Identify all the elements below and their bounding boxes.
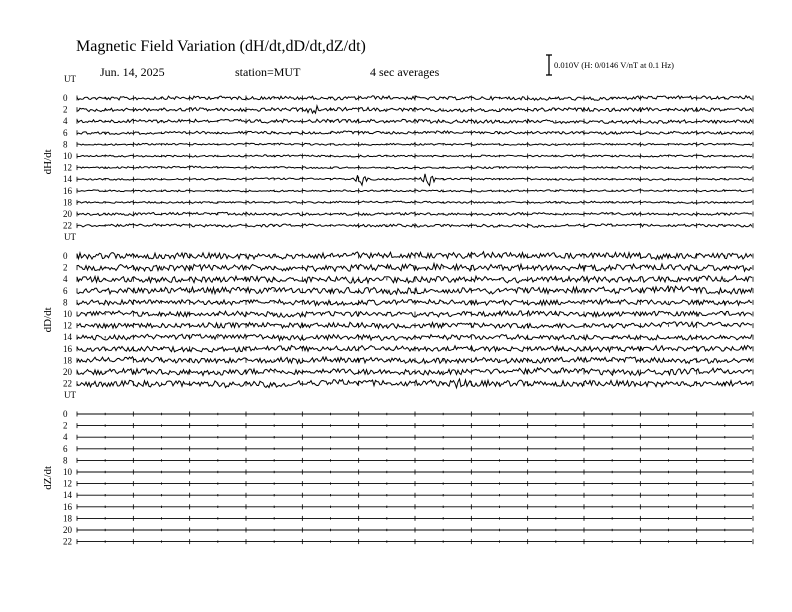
row-label: 12 [63,320,72,331]
row-label: 4 [63,274,68,285]
row-label: 16 [63,501,72,512]
row-label: 10 [63,309,72,319]
chart-title: Magnetic Field Variation (dH/dt,dD/dt,dZ/dt) [76,38,366,55]
row-label: 4 [63,116,68,127]
row-trace [77,264,752,272]
row-label: 14 [63,490,72,501]
row-label: 20 [63,209,72,219]
row-label: 18 [63,197,72,208]
row-trace [77,131,752,135]
row-trace [77,201,752,203]
row-trace [77,155,752,157]
row-label: 14 [63,174,72,185]
row-trace [77,166,752,168]
row-trace [77,252,752,260]
row-label: 18 [63,513,72,524]
row-trace [77,96,752,101]
panel-ylabel: dZ/dt [42,465,54,490]
row-label: 10 [63,467,72,477]
row-trace [77,174,752,186]
ut-axis-label: UT [64,232,76,242]
station-label: station=MUT [235,65,301,79]
row-label: 8 [63,297,68,308]
row-trace [77,346,752,353]
row-label: 16 [63,343,72,354]
row-label: 6 [63,443,68,454]
row-label: 18 [63,355,72,366]
row-trace [77,334,752,340]
row-label: 2 [63,420,68,431]
row-trace [77,276,752,283]
row-trace [77,224,752,227]
panel-dzdt [42,390,753,547]
row-label: 20 [63,525,72,535]
row-label: 8 [63,455,68,466]
row-label: 10 [63,151,72,161]
row-ticks [77,346,753,351]
date-label: Jun. 14, 2025 [100,65,165,79]
row-trace [77,286,752,294]
averaging-label: 4 sec averages [370,65,440,79]
panel-dddt [42,232,753,389]
row-label: 6 [63,285,68,296]
ut-axis-label: UT [64,74,76,84]
row-label: 0 [63,251,68,261]
row-trace [77,322,752,329]
scale-bar [546,55,552,75]
row-trace [77,119,752,123]
row-label: 14 [63,332,72,343]
row-label: 22 [63,536,72,547]
row-label: 4 [63,432,68,443]
row-label: 6 [63,127,68,138]
row-trace [77,368,752,376]
scale-bar-label: 0.010V (H: 0/0146 V/nT at 0.1 Hz) [554,60,674,70]
row-trace [77,212,752,215]
row-label: 0 [63,409,68,419]
row-label: 0 [63,93,68,103]
row-label: 2 [63,262,68,273]
row-label: 12 [63,162,72,173]
row-trace [77,106,752,113]
row-label: 8 [63,139,68,150]
row-trace [77,379,752,388]
panel-dhdt [42,74,753,231]
row-trace [77,357,752,364]
panel-ylabel: dH/dt [42,149,54,175]
row-trace [77,311,752,318]
panel-ylabel: dD/dt [42,307,54,333]
row-label: 22 [63,378,72,389]
row-label: 16 [63,185,72,196]
row-trace [77,299,752,305]
row-label: 2 [63,104,68,115]
row-label: 12 [63,478,72,489]
row-label: 20 [63,367,72,377]
row-label: 22 [63,220,72,231]
row-trace [77,190,752,192]
row-trace [77,143,752,145]
ut-axis-label: UT [64,390,76,400]
